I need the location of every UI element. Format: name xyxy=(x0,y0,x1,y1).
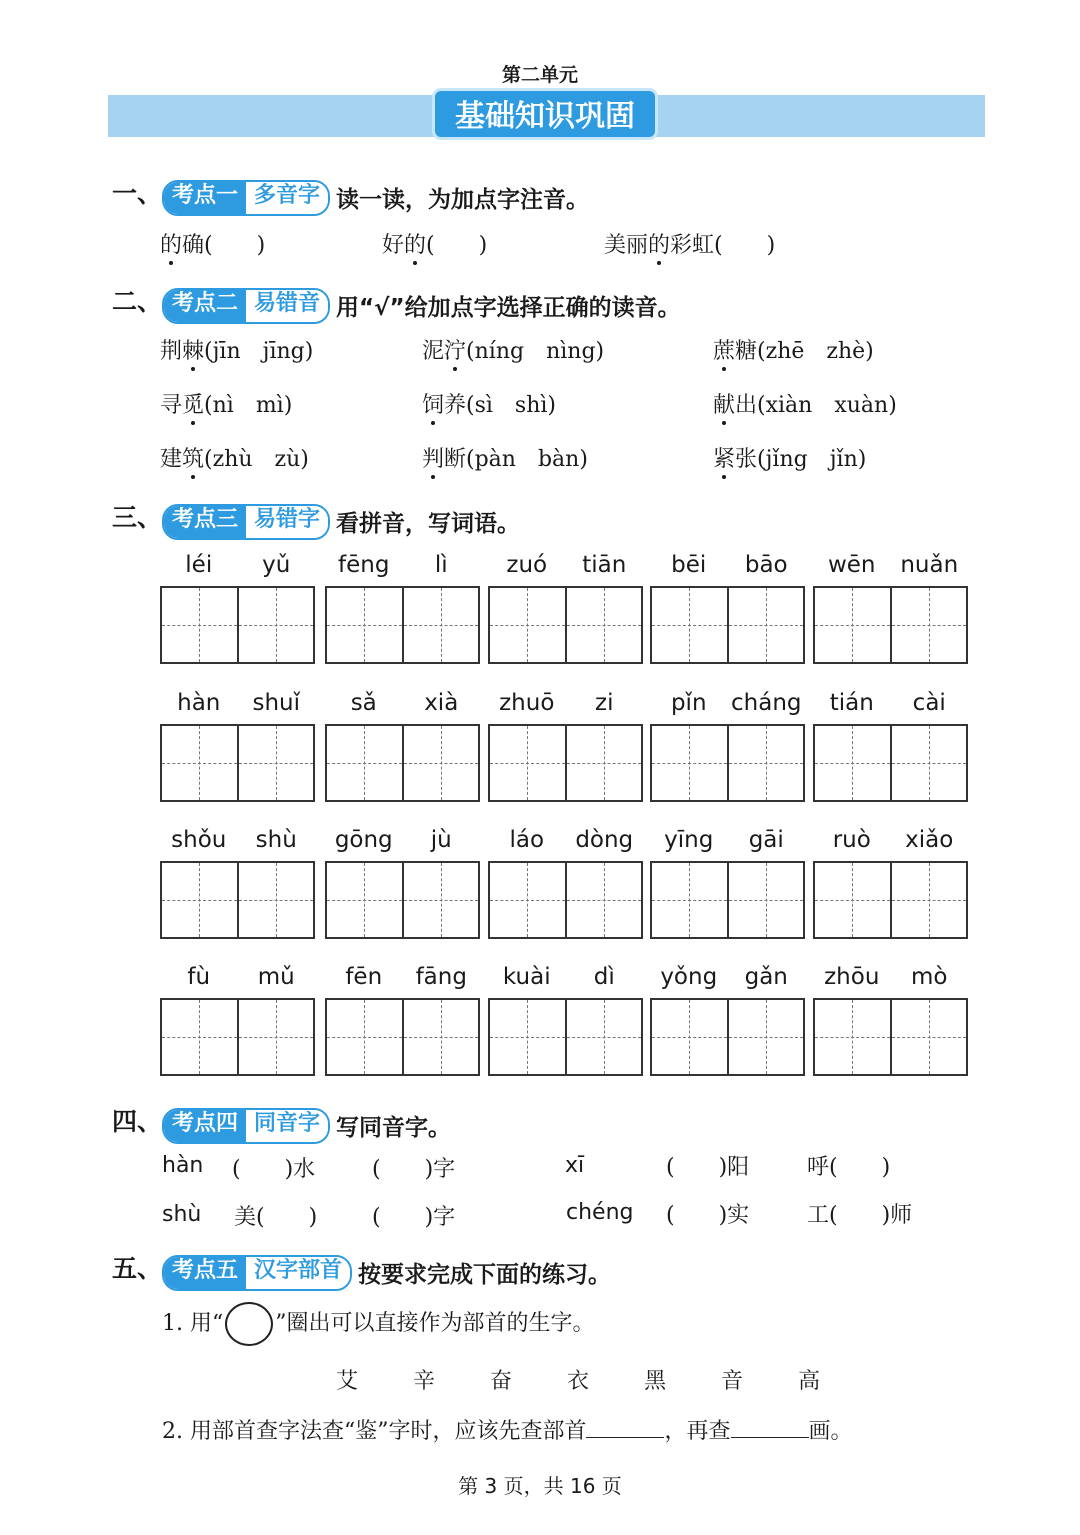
s4-r1-blank-4[interactable]: 呼( ) xyxy=(807,1155,891,1180)
section-4-heading: 四、 考点四 同音字 写同音字。 xyxy=(112,1102,451,1144)
pinyin-label xyxy=(160,690,315,720)
pinyin-syllable: gōng xyxy=(334,827,393,853)
s1-item-3: 美丽的彩虹( ) xyxy=(604,228,775,259)
pinyin-syllable: fāng xyxy=(415,964,467,990)
writing-cell[interactable] xyxy=(890,588,967,662)
writing-cell[interactable] xyxy=(237,588,314,662)
pinyin-syllable: cháng xyxy=(731,690,802,716)
char-2[interactable]: 辛 xyxy=(413,1369,436,1394)
s5-question-1: 1. 用“ ”圈出可以直接作为部首的生字。 xyxy=(162,1302,594,1346)
writing-grid xyxy=(325,724,480,802)
s2-item-5: 饲养(sì shì) xyxy=(422,388,556,419)
writing-cell[interactable] xyxy=(565,863,642,937)
writing-grid xyxy=(813,998,968,1076)
writing-cell[interactable] xyxy=(162,588,237,662)
word-group xyxy=(650,827,805,939)
pinyin-syllable: wēn xyxy=(827,552,876,578)
pinyin-syllable: dì xyxy=(593,964,615,990)
char-6[interactable]: 音 xyxy=(721,1369,744,1394)
word-group xyxy=(813,690,968,802)
writing-cell[interactable] xyxy=(652,863,727,937)
word-group xyxy=(813,827,968,939)
pinyin-label xyxy=(813,964,968,994)
writing-grid xyxy=(325,998,480,1076)
s4-r2-pinyin-2: chéng xyxy=(566,1200,634,1225)
s1-item-1: 的确( ) xyxy=(160,228,265,259)
section-2-pill: 考点二 易错音 xyxy=(162,288,330,324)
word-group xyxy=(160,964,315,1076)
writing-cell[interactable] xyxy=(490,863,565,937)
writing-cell[interactable] xyxy=(490,726,565,800)
writing-grid xyxy=(160,586,315,664)
s4-r1-blank-3[interactable]: ( )阳 xyxy=(666,1155,750,1180)
writing-cell[interactable] xyxy=(402,588,479,662)
pinyin-syllable: bāo xyxy=(744,552,788,578)
writing-grid xyxy=(650,998,805,1076)
pinyin-label xyxy=(325,552,480,582)
pinyin-syllable: láo xyxy=(509,827,545,853)
section-1-pill: 考点一 多音字 xyxy=(162,180,330,216)
writing-grid xyxy=(160,724,315,802)
pinyin-syllable: cài xyxy=(912,690,946,716)
pinyin-label xyxy=(488,827,643,857)
pinyin-syllable: zi xyxy=(595,690,614,716)
word-group xyxy=(160,827,315,939)
pinyin-label xyxy=(650,827,805,857)
writing-cell[interactable] xyxy=(815,863,890,937)
s2-item-4: 寻觅(nì mì) xyxy=(160,388,292,419)
pinyin-syllable: zhuō xyxy=(499,690,555,716)
s4-r1-pinyin-1: hàn xyxy=(162,1153,204,1178)
writing-cell[interactable] xyxy=(565,1000,642,1074)
writing-cell[interactable] xyxy=(890,863,967,937)
word-group xyxy=(325,690,480,802)
pinyin-syllable: fēng xyxy=(338,552,390,578)
section-5-pill: 考点五 汉字部首 xyxy=(162,1255,352,1291)
s2-item-2: 泥泞(níng nìng) xyxy=(422,334,604,365)
radical-blank[interactable] xyxy=(586,1415,664,1438)
writing-cell[interactable] xyxy=(652,1000,727,1074)
pinyin-label xyxy=(650,552,805,582)
s5-question-2: 2. 用部首查字法查“鉴”字时，应该先查部首 ，再查 画。 xyxy=(162,1414,853,1445)
pinyin-label xyxy=(488,552,643,582)
char-3[interactable]: 奋 xyxy=(490,1369,513,1394)
section-4-pill: 考点四 同音字 xyxy=(162,1108,330,1144)
pinyin-syllable: dòng xyxy=(575,827,634,853)
s4-r1-pinyin-2: xī xyxy=(565,1153,585,1178)
writing-cell[interactable] xyxy=(327,863,402,937)
pinyin-syllable: xià xyxy=(424,690,459,716)
writing-grid xyxy=(813,586,968,664)
pinyin-label xyxy=(325,690,480,720)
pinyin-label xyxy=(325,964,480,994)
char-1[interactable]: 艾 xyxy=(336,1369,359,1394)
pinyin-syllable: mǔ xyxy=(257,964,295,990)
writing-grid xyxy=(813,861,968,939)
writing-grid xyxy=(488,724,643,802)
pinyin-syllable: bēi xyxy=(671,552,707,578)
pinyin-syllable: kuài xyxy=(502,964,551,990)
writing-cell[interactable] xyxy=(815,588,890,662)
word-group xyxy=(160,552,315,664)
pinyin-syllable: gāi xyxy=(748,827,784,853)
char-4[interactable]: 衣 xyxy=(567,1369,590,1394)
writing-cell[interactable] xyxy=(565,726,642,800)
s2-item-9: 紧张(jǐng jǐn) xyxy=(713,442,866,473)
stroke-count-blank[interactable] xyxy=(731,1415,809,1438)
pinyin-label xyxy=(813,690,968,720)
pinyin-syllable: zhōu xyxy=(824,964,880,990)
word-group xyxy=(488,827,643,939)
s4-r1-blank-2[interactable]: ( )字 xyxy=(372,1157,456,1182)
s4-r2-blank-2[interactable]: ( )字 xyxy=(372,1205,456,1230)
writing-cell[interactable] xyxy=(652,588,727,662)
writing-cell[interactable] xyxy=(815,1000,890,1074)
writing-cell[interactable] xyxy=(327,726,402,800)
writing-grid xyxy=(650,724,805,802)
writing-grid xyxy=(650,586,805,664)
writing-cell[interactable] xyxy=(815,726,890,800)
s4-r2-blank-3[interactable]: ( )实 xyxy=(666,1203,750,1228)
section-1-heading: 一、 考点一 多音字 读一读，为加点字注音。 xyxy=(112,174,589,216)
pinyin-label xyxy=(813,552,968,582)
word-group xyxy=(488,690,643,802)
s1-item-2: 好的( ) xyxy=(382,228,487,259)
writing-cell[interactable] xyxy=(890,726,967,800)
writing-cell[interactable] xyxy=(402,863,479,937)
pinyin-syllable: nuǎn xyxy=(900,552,959,578)
pinyin-syllable: mò xyxy=(911,964,948,990)
writing-grid xyxy=(160,861,315,939)
writing-cell[interactable] xyxy=(727,863,804,937)
writing-cell[interactable] xyxy=(565,588,642,662)
word-group xyxy=(650,690,805,802)
writing-grid xyxy=(488,861,643,939)
pinyin-syllable: jù xyxy=(430,827,452,853)
writing-cell[interactable] xyxy=(162,726,237,800)
word-group xyxy=(813,964,968,1076)
pinyin-syllable: tiān xyxy=(582,552,627,578)
pinyin-syllable: lì xyxy=(434,552,448,578)
s2-item-6: 献出(xiàn xuàn) xyxy=(713,388,897,419)
writing-cell[interactable] xyxy=(727,588,804,662)
writing-cell[interactable] xyxy=(162,863,237,937)
writing-grid xyxy=(325,586,480,664)
pinyin-syllable: yǔ xyxy=(262,552,291,578)
writing-grid xyxy=(488,998,643,1076)
writing-grid xyxy=(325,861,480,939)
char-7[interactable]: 高 xyxy=(798,1369,821,1394)
unit-label: 第二单元 xyxy=(501,64,578,86)
writing-grid xyxy=(160,998,315,1076)
writing-grid xyxy=(650,861,805,939)
writing-cell[interactable] xyxy=(652,726,727,800)
pinyin-label xyxy=(160,964,315,994)
writing-cell[interactable] xyxy=(237,726,314,800)
writing-cell[interactable] xyxy=(162,1000,237,1074)
circle-icon xyxy=(225,1302,273,1346)
writing-cell[interactable] xyxy=(490,1000,565,1074)
s2-item-7: 建筑(zhù zù) xyxy=(160,442,309,473)
pinyin-syllable: xiǎo xyxy=(905,827,954,853)
pinyin-syllable: pǐn xyxy=(670,690,707,716)
writing-cell[interactable] xyxy=(327,588,402,662)
pinyin-label xyxy=(160,552,315,582)
pinyin-label xyxy=(160,827,315,857)
pinyin-label xyxy=(813,827,968,857)
s4-r2-pinyin-1: shù xyxy=(162,1202,202,1227)
section-5-heading: 五、 考点五 汉字部首 按要求完成下面的练习。 xyxy=(112,1249,611,1291)
writing-cell[interactable] xyxy=(890,1000,967,1074)
writing-cell[interactable] xyxy=(490,588,565,662)
s5-characters xyxy=(336,1364,820,1395)
pinyin-label xyxy=(488,690,643,720)
word-group xyxy=(650,552,805,664)
pinyin-label xyxy=(488,964,643,994)
s2-item-8: 判断(pàn bàn) xyxy=(422,442,588,473)
section-3-pill: 考点三 易错字 xyxy=(162,504,330,540)
writing-cell[interactable] xyxy=(327,1000,402,1074)
page-title: 基础知识巩固 xyxy=(432,88,658,140)
word-group xyxy=(325,964,480,1076)
writing-cell[interactable] xyxy=(727,726,804,800)
word-group xyxy=(488,964,643,1076)
s4-r1-blank-1[interactable]: ( )水 xyxy=(232,1157,316,1182)
pinyin-syllable: shù xyxy=(255,827,297,853)
pinyin-syllable: hàn xyxy=(177,690,221,716)
pinyin-syllable: fù xyxy=(187,964,211,990)
pinyin-syllable: shuǐ xyxy=(252,690,301,716)
word-group xyxy=(325,552,480,664)
writing-cell[interactable] xyxy=(727,1000,804,1074)
pinyin-label xyxy=(325,827,480,857)
word-group xyxy=(813,552,968,664)
pinyin-syllable: yīng xyxy=(664,827,714,853)
s2-item-3: 蔗糖(zhē zhè) xyxy=(713,334,874,365)
pinyin-syllable: tián xyxy=(829,690,874,716)
writing-cell[interactable] xyxy=(402,726,479,800)
writing-grid xyxy=(488,586,643,664)
pinyin-syllable: zuó xyxy=(506,552,548,578)
writing-cell[interactable] xyxy=(402,1000,479,1074)
word-group xyxy=(650,964,805,1076)
section-2-heading: 二、 考点二 易错音 用“√”给加点字选择正确的读音。 xyxy=(112,282,681,324)
s4-r2-blank-4[interactable]: 工( )师 xyxy=(807,1203,913,1228)
pinyin-syllable: shǒu xyxy=(171,827,227,853)
writing-cell[interactable] xyxy=(237,1000,314,1074)
pinyin-label xyxy=(650,964,805,994)
pinyin-syllable: yǒng xyxy=(660,964,718,990)
pinyin-syllable: ruò xyxy=(832,827,871,853)
pinyin-syllable: gǎn xyxy=(744,964,788,990)
pinyin-syllable: léi xyxy=(185,552,213,578)
pinyin-syllable: sǎ xyxy=(350,690,377,716)
page-number: 第 3 页，共 16 页 xyxy=(458,1474,622,1498)
writing-grid xyxy=(813,724,968,802)
word-group xyxy=(488,552,643,664)
pinyin-label xyxy=(650,690,805,720)
pinyin-syllable: fēn xyxy=(345,964,383,990)
writing-cell[interactable] xyxy=(237,863,314,937)
word-group xyxy=(160,690,315,802)
section-3-heading: 三、 考点三 易错字 看拼音，写词语。 xyxy=(112,498,520,540)
s4-r2-blank-1[interactable]: 美( ) xyxy=(234,1205,318,1230)
char-5[interactable]: 黑 xyxy=(644,1369,667,1394)
s2-item-1: 荆棘(jīn jīng) xyxy=(160,334,313,365)
word-group xyxy=(325,827,480,939)
